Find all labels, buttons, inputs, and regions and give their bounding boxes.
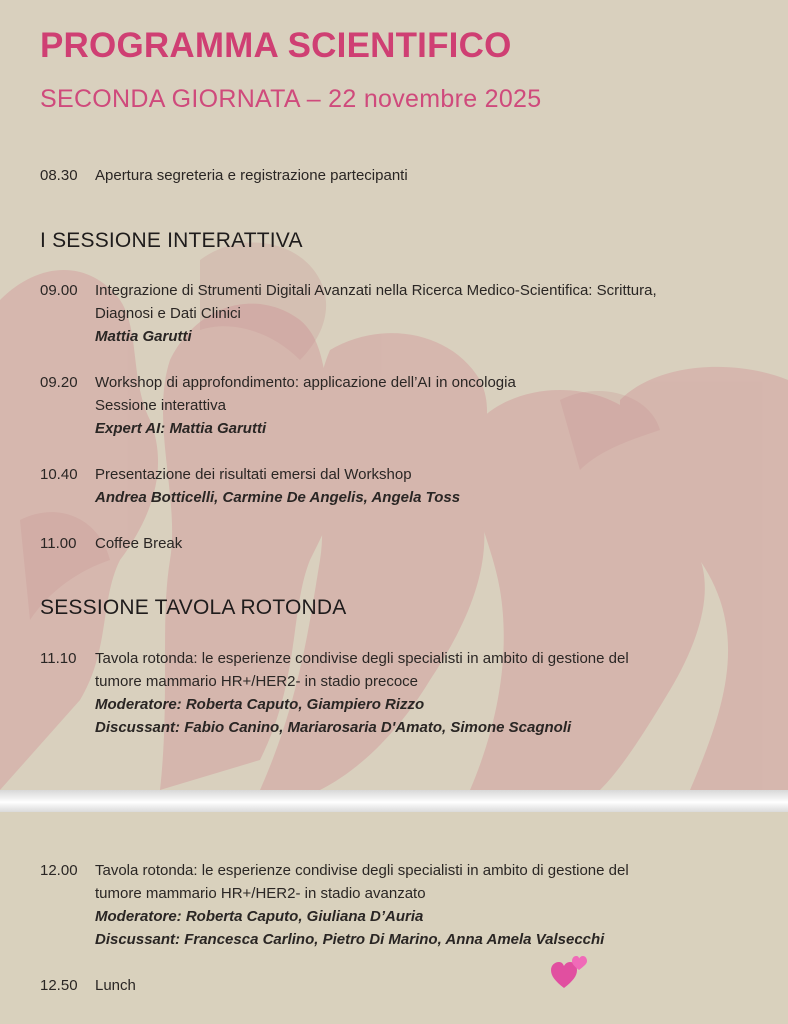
agenda-time: 11.10 [40,650,77,667]
agenda-moderator: Moderatore: Roberta Caputo, Giuliana D’Auria [95,908,424,925]
agenda-time: 12.00 [40,862,78,879]
section-title-round-table: SESSIONE TAVOLA ROTONDA [40,596,347,619]
agenda-text-line: tumore mammario HR+/HER2- in stadio avanzato [95,885,426,902]
agenda-item [40,647,760,739]
agenda-time: 09.20 [40,374,78,391]
page-subtitle: SECONDA GIORNATA – 22 novembre 2025 [40,85,542,113]
page-divider [0,790,788,812]
agenda-text-line: Workshop di approfondimento: applicazione dell’AI in oncologia [95,374,516,391]
agenda-text-line: tumore mammario HR+/HER2- in stadio precoce [95,673,419,690]
agenda-time: 08.30 [40,167,78,184]
agenda-text-line: Lunch [95,977,136,994]
agenda-discussant: Discussant: Fabio Canino, Mariarosaria D'Amato, Simone Scagnoli [95,719,572,736]
agenda-item-coffee-break [40,532,760,555]
agenda-time: 09.00 [40,282,78,299]
program-page-2 [0,812,788,1024]
agenda-time: 11.00 [40,535,77,552]
agenda-text-line: Coffee Break [95,535,183,552]
agenda-text-line: Tavola rotonda: le esperienze condivise degli specialisti in ambito di gestione del [95,862,629,879]
agenda-item [40,859,760,951]
agenda-discussant: Discussant: Francesca Carlino, Pietro Di Marino, Anna Amela Valsecchi [95,931,605,948]
agenda-text-line: Integrazione di Strumenti Digitali Avanzati nella Ricerca Medico-Scientifica: Scrittura, [95,282,657,299]
agenda-item [40,371,760,440]
agenda-speaker: Expert AI: Mattia Garutti [95,420,267,437]
agenda-item-opening [40,164,760,187]
agenda-item [40,279,760,348]
agenda-moderator: Moderatore: Roberta Caputo, Giampiero Rizzo [95,696,425,713]
agenda-speaker: Mattia Garutti [95,328,192,345]
agenda-item [40,463,760,509]
agenda-text-line: Presentazione dei risultati emersi dal Workshop [95,466,412,483]
agenda-text-line: Sessione interattiva [95,397,226,414]
agenda-time: 12.50 [40,977,78,994]
agenda-text-line: Diagnosi e Dati Clinici [95,305,241,322]
section-title-interactive: I SESSIONE INTERATTIVA [40,229,303,252]
two-hearts-icon [551,954,589,990]
agenda-speaker: Andrea Botticelli, Carmine De Angelis, Angela Toss [95,489,461,506]
page-title: PROGRAMMA SCIENTIFICO [40,26,512,65]
agenda-text: Apertura segreteria e registrazione partecipanti [95,167,408,184]
agenda-item-lunch [40,974,760,997]
agenda-text-line: Tavola rotonda: le esperienze condivise degli specialisti in ambito di gestione del [95,650,629,667]
agenda-time: 10.40 [40,466,78,483]
